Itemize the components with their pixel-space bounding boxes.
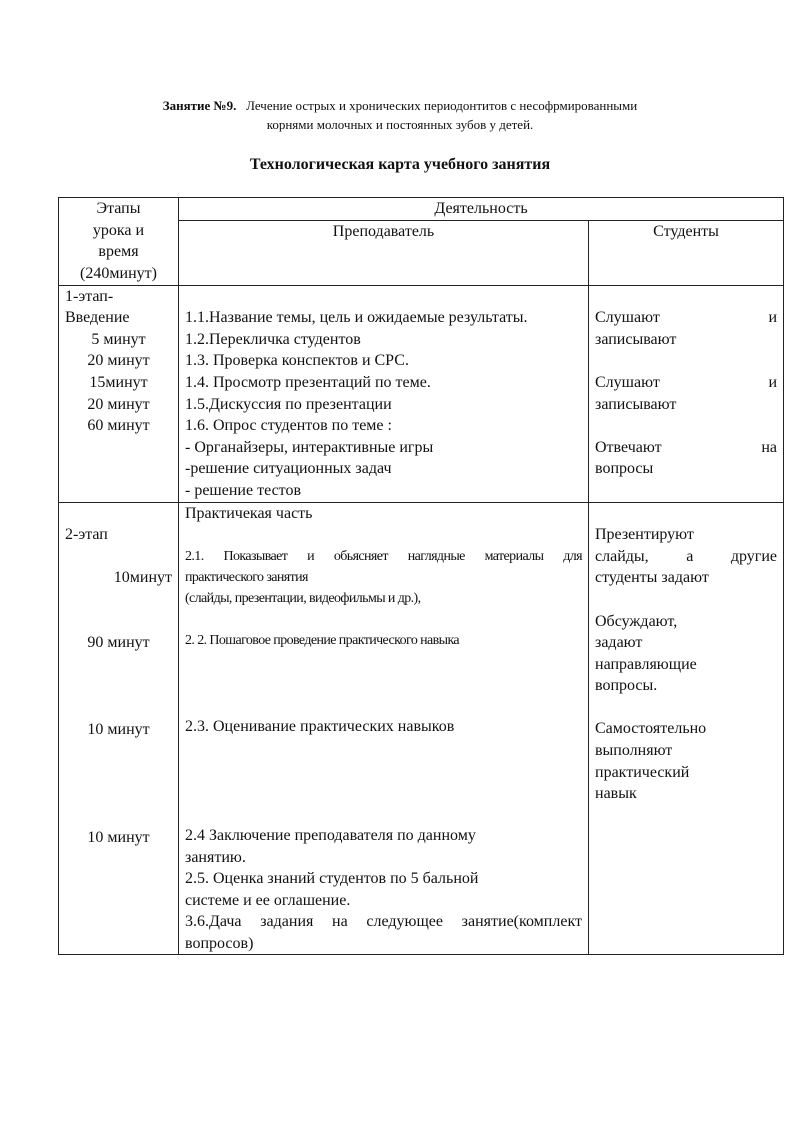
tech-card-table-wrapper [58,197,784,955]
stage2-time: 10 минут [87,829,150,847]
table-row-stage1 [59,285,784,502]
stage1-stage-cell [59,285,179,502]
stage2-students-line: Самостоятельно [595,720,707,738]
stage1-time: 60 минут [87,417,150,435]
stage2-students-line: направляющие [595,655,697,673]
stage2-students-line: Презентируют [595,526,694,544]
stage1-teacher-line: 1.6. Опрос студентов по теме : [185,417,392,435]
stage2-label: 2-этап [65,526,108,544]
header-students-cell: Студенты [589,220,784,285]
stage2-teacher-line: 2.1. Показывает и обьясняет наглядные материалы для [185,548,582,564]
stage1-teacher-line: - решение тестов [185,481,302,499]
students-word: Слушают [595,309,660,327]
students-word: Отвечают [595,438,662,456]
students-word: и [768,309,777,327]
table-row-stage2 [59,502,784,955]
stage1-teacher-line: 1.5.Дискуссия по презентации [185,395,392,413]
document-title: Технологическая карта учебного занятия [249,156,551,173]
stage1-teacher-line: 1.3. Проверка конспектов и СРС. [185,352,409,370]
stage2-teacher-line: (слайды, презентации, видеофильмы и др.), [185,590,421,606]
header-stages-line: Этапы [96,200,141,217]
stage2-teacher-line: вопросов) [185,934,254,952]
stage2-teacher-line: 2.4 Заключение преподавателя по данному [185,826,476,844]
stage1-teacher-line: 1.4. Просмотр презентаций по теме. [185,373,431,391]
stage1-students-line: записывают [595,395,677,413]
stage2-time: 10минут [113,569,172,587]
stage2-teacher-line: 3.6.Дача задания на следующее занятие(комплект [185,913,582,931]
header-activity-cell: Деятельность [179,198,784,221]
stage2-students-cell [589,502,784,955]
stage1-teacher-line: - Органайзеры, интерактивные игры [185,438,434,456]
stage2-teacher-line: занятию. [185,848,246,866]
stage2-students-line: навык [595,785,637,803]
lesson-label: Занятие №9. [162,98,237,113]
stage1-students-line [595,372,777,394]
practical-title: Практичекая часть [185,504,313,522]
header-stages-cell [59,198,179,286]
students-word: Слушают [595,373,660,391]
stage1-label: Введение [65,309,130,327]
stage1-students-cell [589,285,784,502]
stage2-stage-cell [59,502,179,955]
lesson-header-line1 [0,96,800,115]
stage2-teacher-line: практического занятия [185,569,308,585]
stage2-teacher-line: 2. 2. Пошаговое проведение практического навыка [185,633,460,649]
stage2-students-line: практический [595,763,690,781]
header-stages-line: урока и [92,221,145,239]
lesson-topic-line2: корнями молочных и постоянных зубов у детей. [266,117,534,132]
stage1-time: 20 минут [87,352,150,370]
students-word: и [768,373,777,391]
header-teacher-cell: Преподаватель [179,220,589,285]
stage2-teacher-cell [179,502,589,955]
stage2-students-line: выполняют [595,742,673,760]
stage1-students-line [595,437,777,459]
lesson-topic-line1: Лечение острых и хронических периодонтитов с несофрмированными [246,98,638,113]
stage2-students-line: вопросы. [595,677,658,695]
stage2-students-line: слайды, а другие [595,547,777,565]
stage2-students-line: Обсуждают, [595,612,678,630]
stage1-time: 20 минут [87,395,150,413]
stage1-students-line [595,307,777,329]
lesson-header [0,96,800,134]
stage1-teacher-cell [179,285,589,502]
stage1-time: 15минут [89,373,148,391]
stage2-time: 10 минут [87,720,150,738]
stage1-students-line: записывают [595,330,677,348]
header-stages-line: (240минут) [80,264,157,282]
header-stages-line: время [98,243,139,261]
stage1-teacher-line: 1.1.Название темы, цель и ожидаемые результаты. [185,309,528,327]
stage2-teacher-line: 2.3. Оценивание практических навыков [185,718,455,736]
stage1-teacher-line: 1.2.Перекличка студентов [185,330,361,348]
stage2-teacher-line: системе и ее оглашение. [185,891,351,909]
students-word: на [761,438,777,456]
stage2-time: 90 минут [87,633,150,651]
table-header-row [59,198,784,221]
stage1-time: 5 минут [91,330,146,348]
stage1-teacher-line: -решение ситуационных задач [185,460,392,478]
stage2-students-line: студенты задают [595,569,709,587]
stage2-teacher-line: 2.5. Оценка знаний студентов по 5 бальной [185,870,479,888]
stage1-label: 1-этап- [65,287,114,305]
tech-card-table [58,197,784,955]
stage2-students-line: задают [595,634,643,652]
stage1-students-line: вопросы [595,460,654,478]
